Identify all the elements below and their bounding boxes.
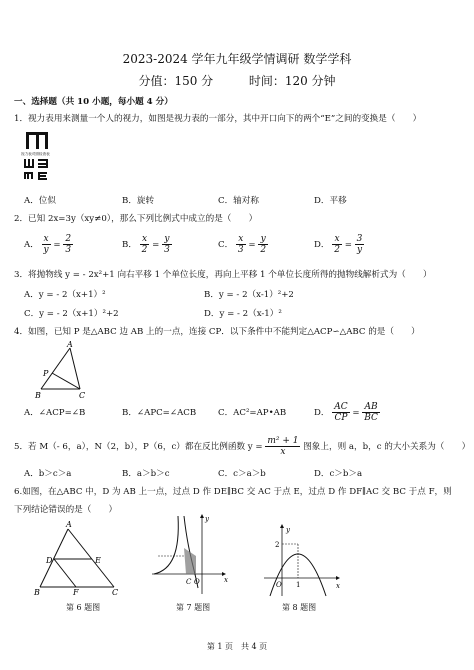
q4-option-d: D． $\frac{AC}{CP}$ = $\frac{AB}{BC}$ [314, 402, 378, 423]
fig8-x-arrow [336, 576, 340, 580]
q6-stem-line2: 下列结论错误的是（ ） [14, 505, 118, 515]
page-footer: 第 1 页 共 4 页 [206, 642, 268, 651]
q4-stem: 4．如图，已知 P 是△ABC 边 AB 上的一点，连接 CP．以下条件中不能判定△ACP∽△ABC 的是（ ） [14, 327, 420, 337]
q3-stem: 3．将抛物线 y = - 2x²+1 向右平移 1 个单位长度，再向上平移 1 个单位长度所得的抛物线解析式为（ ） [14, 270, 432, 280]
q2-stem: 2．已知 2x=3y（xy≠0），那么下列比例式中成立的是（ ） [14, 214, 258, 224]
q4-option-b: B．∠APC=∠ACB [122, 408, 197, 418]
label-p: P [43, 369, 49, 378]
fig6-label-c: C [112, 588, 119, 597]
fig6-caption: 第 6 题图 [66, 603, 101, 612]
q4-option-c: C．AC²=AP•AB [218, 408, 287, 418]
q4-triangle-figure [32, 341, 112, 401]
eye-chart-caption: 视力表对照检查表 [21, 152, 50, 156]
q5-option-a: A．b＞c＞a [24, 469, 72, 479]
fig6-triangle [30, 517, 125, 597]
label-a: A [67, 341, 73, 349]
q2-option-c: C． $\frac{x}{3}$ = $\frac{y}{2}$ [218, 234, 267, 255]
q1-stem: 1．视力表用来测量一个人的视力，如图是视力表的一部分，其中开口向下的两个“E”之间的变换是（ ） [14, 114, 422, 124]
fig6-segment-df [54, 559, 76, 587]
q1-option-c: C．轴对称 [218, 196, 259, 206]
fig6-label-f: F [73, 588, 79, 597]
page-title: 2023-2024 学年九年级学情调研 数学学科 [122, 52, 352, 66]
q5-option-b: B．a＞b＞c [122, 469, 170, 479]
fig8-y-arrow [280, 524, 284, 528]
fig8-label-x: x [336, 582, 340, 590]
eye-chart-e-large [26, 132, 48, 149]
fig7-caption: 第 7 题图 [176, 603, 211, 612]
q3-option-a: A．y = - 2（x+1）² [24, 290, 106, 300]
fig7-label-o: O [194, 578, 200, 586]
eye-chart-e-row3 [24, 172, 47, 180]
q5-option-d: D．c＞b＞a [314, 469, 363, 479]
fig6-label-a: A [66, 520, 72, 529]
fig7-label-y: y [205, 515, 209, 523]
q5-stem: 5．若 M（- 6，a），N（2，b），P（6，c）都在反比例函数 y = $\frac{\text{m² + 1}}{x}$ 图象上，则 a，b，c 的大小关系为（ ） [14, 436, 471, 457]
score-info: 分值：150 分 [138, 74, 214, 88]
fig7-graph [150, 512, 230, 600]
fig7-curve-2 [154, 516, 178, 574]
q2-option-b: B． $\frac{x}{2}$ = $\frac{y}{3}$ [122, 234, 170, 255]
fig8-caption: 第 8 题图 [282, 603, 317, 612]
fig8-label-o: O [276, 581, 282, 589]
q5-option-c: C．c＞a＞b [218, 469, 266, 479]
eye-chart-figure [12, 131, 82, 189]
fig8-label-2: 2 [275, 541, 280, 549]
fig6-side-ac [68, 529, 114, 587]
q1-option-b: B．旋转 [122, 196, 155, 206]
q3-option-b: B．y = - 2（x-1）²+2 [204, 290, 294, 300]
q3-option-d: D．y = - 2（x-1）² [204, 309, 282, 319]
label-b: B [35, 391, 41, 400]
q2-option-d: D． $\frac{x}{2}$ = $\frac{3}{y}$ [314, 234, 363, 255]
section-heading: 一、选择题（共 10 小题，每小题 4 分） [14, 97, 173, 107]
segment-cp [52, 373, 80, 389]
exam-info [0, 72, 474, 89]
fig6-label-d: D [46, 556, 53, 565]
time-info: 时间：120 分钟 [248, 74, 336, 88]
fig8-label-y: y [286, 526, 290, 534]
fig6-label-b: B [34, 588, 40, 597]
q6-stem-line1: 6.如图，在△ABC 中，D 为 AB 上一点，过点 D 作 DE∥BC 交 AC 于点 E，过点 D 作 DF∥AC 交 BC 于点 F，则 [14, 487, 452, 497]
q1-option-d: D．平移 [314, 196, 347, 206]
fig7-label-x: x [224, 576, 228, 584]
eye-chart-e-row2 [24, 159, 48, 168]
fig6-label-e: E [95, 556, 101, 565]
q2-option-a: A． $\frac{x}{y}$ = $\frac{2}{3}$ [24, 234, 72, 255]
label-c: C [79, 391, 86, 400]
q4-option-a: A．∠ACP=∠B [24, 408, 86, 418]
fig8-parabola-graph [262, 524, 342, 600]
fig6-side-ab [40, 529, 68, 587]
fig8-label-1: 1 [296, 581, 301, 589]
q1-option-a: A．位似 [24, 196, 56, 206]
fig7-y-arrow [200, 514, 204, 518]
q3-option-c: C．y = - 2（x+1）²+2 [24, 309, 119, 319]
side-ac [70, 348, 80, 389]
fig7-label-c: C [186, 578, 192, 586]
